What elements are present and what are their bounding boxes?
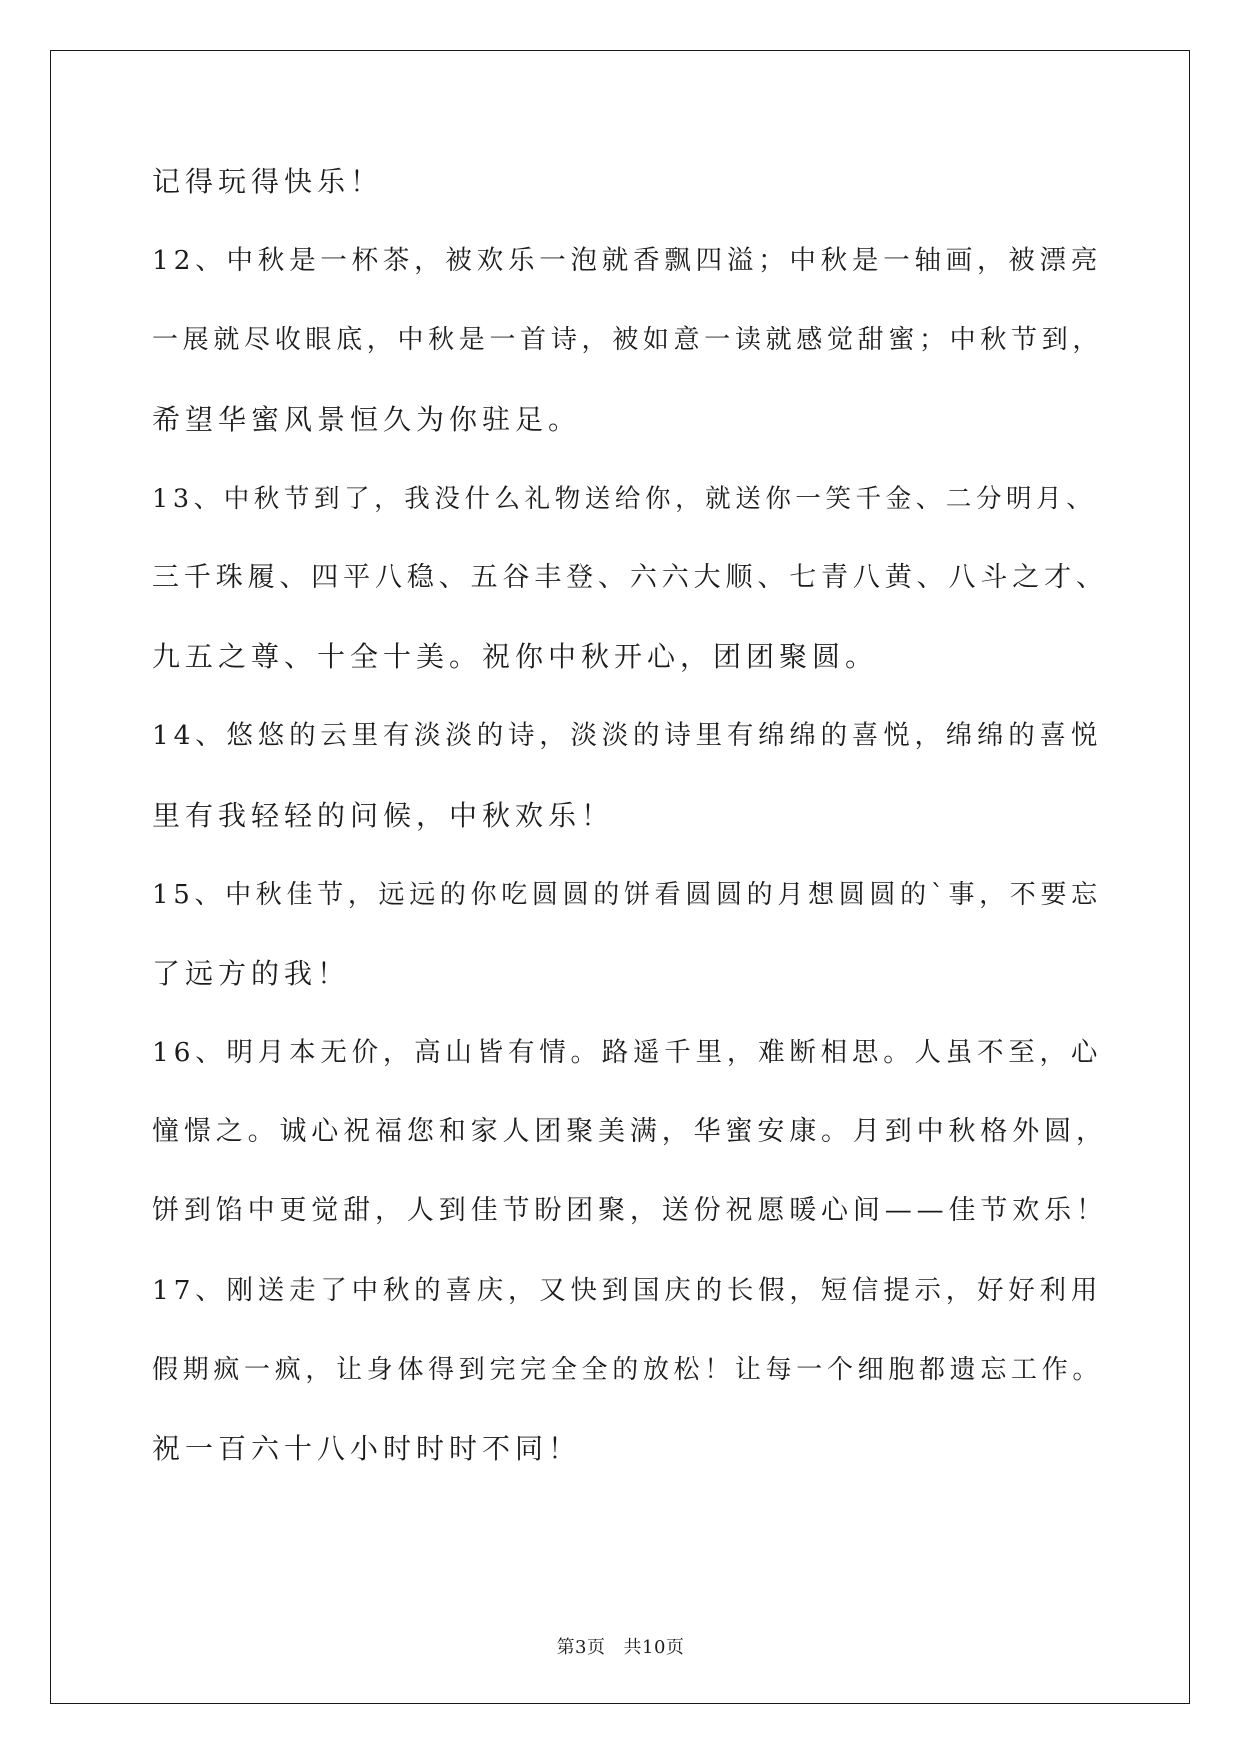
text-line: 饼到馅中更觉甜，人到佳节盼团聚，送份祝愿暖心间——佳节欢乐！ — [152, 1195, 1108, 1227]
text-line: 三千珠履、四平八稳、五谷丰登、六六大顺、七青八黄、八斗之才、 — [152, 561, 1108, 593]
text-line: 16、明月本无价，高山皆有情。路遥千里，难断相思。人虽不至，心 — [152, 1037, 1103, 1069]
text-line: 里有我轻轻的问候，中秋欢乐！ — [152, 798, 615, 832]
page-total: 共10页 — [623, 1637, 685, 1658]
text-line: 17、刚送走了中秋的喜庆，又快到国庆的长假，短信提示，好好利用 — [152, 1274, 1103, 1306]
text-line: 希望华蜜风景恒久为你驻足。 — [152, 402, 582, 436]
text-line: 祝一百六十八小时时时不同！ — [152, 1432, 582, 1465]
text-line: 一展就尽收眼底，中秋是一首诗，被如意一读就感觉甜蜜；中秋节到， — [152, 325, 1104, 356]
text-line: 15、中秋佳节，远远的你吃圆圆的饼看圆圆的月想圆圆的`事，不要忘 — [152, 879, 1102, 910]
text-line: 假期疯一疯，让身体得到完完全全的放松！让每一个细胞都遗忘工作。 — [152, 1354, 1104, 1385]
text-line: 14、悠悠的云里有淡淡的诗，淡淡的诗里有绵绵的喜悦，绵绵的喜悦 — [152, 720, 1103, 752]
text-line: 九五之尊、十全十美。祝你中秋开心，团团聚圆。 — [152, 640, 879, 674]
text-line: 13、中秋节到了，我没什么礼物送给你，就送你一笑千金、二分明月、 — [152, 483, 1097, 514]
text-line: 记得玩得快乐！ — [152, 165, 384, 198]
text-line: 憧憬之。诚心祝福您和家人团聚美满，华蜜安康。月到中秋格外圆， — [152, 1116, 1108, 1148]
page-footer — [0, 1633, 1241, 1659]
page-number: 第3页 — [556, 1637, 606, 1658]
text-line: 12、中秋是一杯茶，被欢乐一泡就香飘四溢；中秋是一轴画，被漂亮 — [152, 245, 1103, 277]
text-line: 了远方的我！ — [152, 956, 351, 990]
document-body — [152, 160, 1112, 1506]
